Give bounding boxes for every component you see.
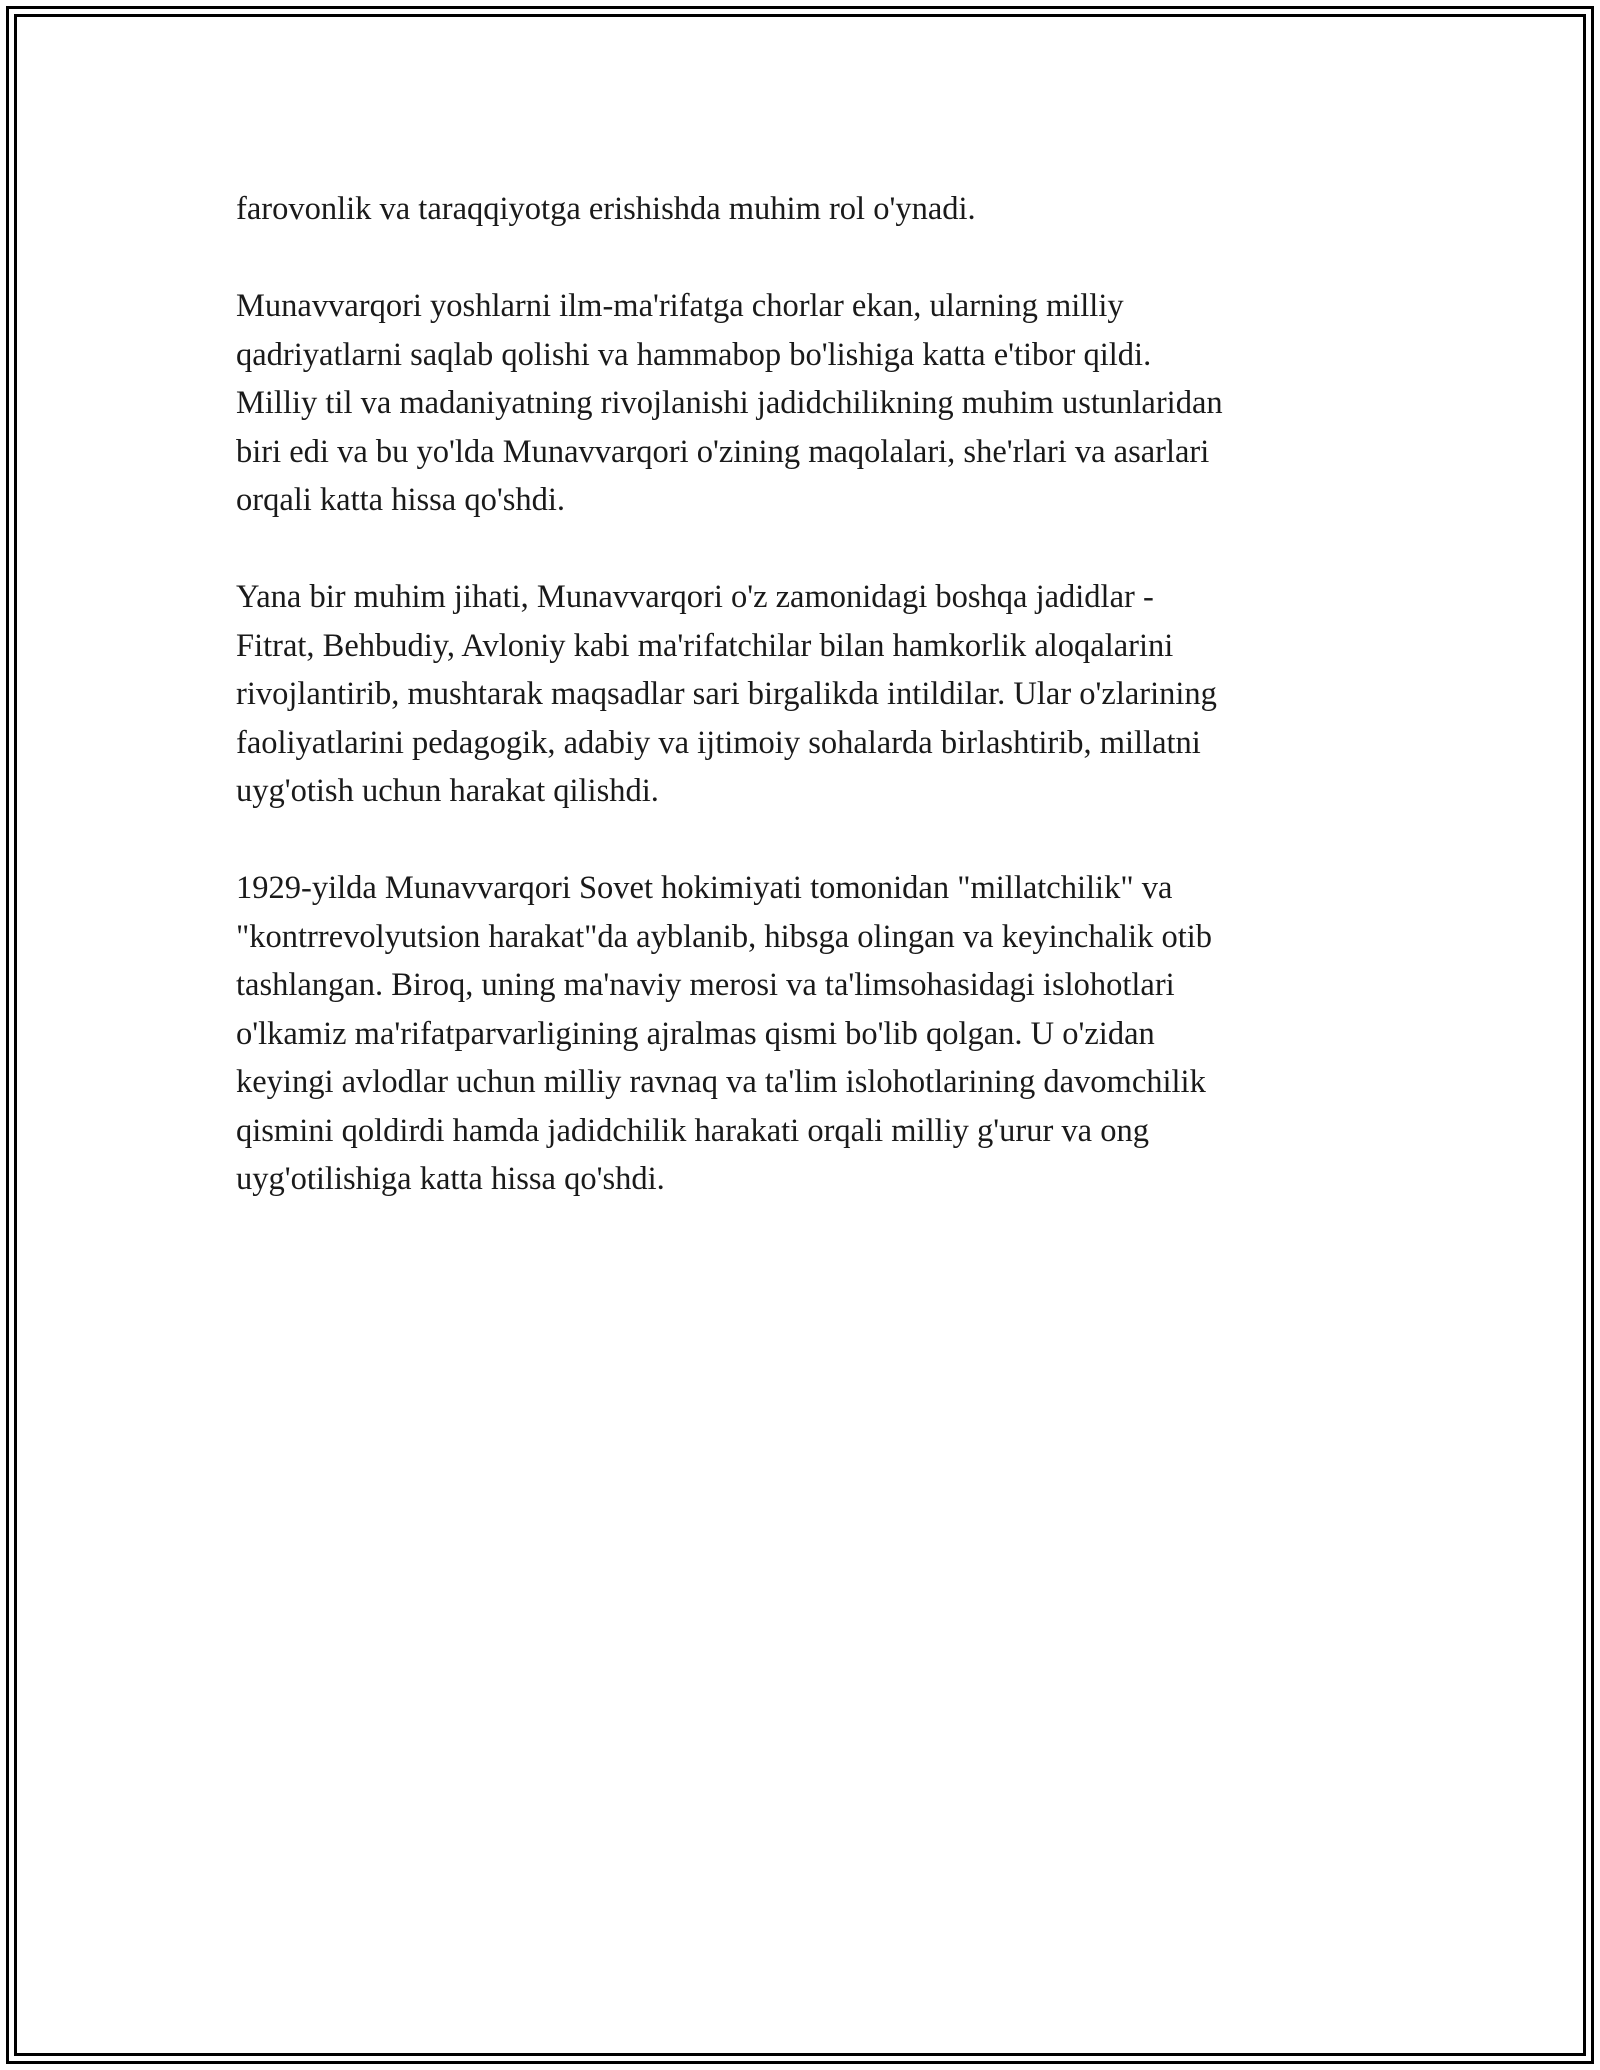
paragraph-2 bbox=[236, 282, 1366, 525]
text-line: "kontrrevolyutsion harakat"da ayblanib, hibsga olingan va keyinchalik otib bbox=[236, 918, 1213, 955]
text-line: rivojlantirib, mushtarak maqsadlar sari birgalikda intildilar. Ular o'zlarining bbox=[236, 676, 1217, 712]
text-line: 1929-yilda Munavvarqori Sovet hokimiyati tomonidan "millatchilik" va bbox=[236, 870, 1173, 906]
text-line: faoliyatlarini pedagogik, adabiy va ijtimoiy sohalarda birlashtirib, millatni bbox=[236, 724, 1201, 761]
paragraph-4 bbox=[236, 864, 1366, 1204]
text-line: Yana bir muhim jihati, Munavvarqori o'z zamonidagi boshqa jadidlar - bbox=[236, 579, 1154, 615]
text-line: o'lkamiz ma'rifatparvarligining ajralmas qismi bo'lib qolgan. U o'zidan bbox=[236, 1015, 1155, 1052]
text-line: tashlangan. Biroq, uning ma'naviy merosi va ta'limsohasidagi islohotlari bbox=[236, 967, 1175, 1003]
text-line: orqali katta hissa qo'shdi. bbox=[236, 482, 565, 518]
text-line: Munavvarqori yoshlarni ilm-ma'rifatga chorlar ekan, ularning milliy bbox=[236, 288, 1124, 324]
text-line: qadriyatlarni saqlab qolishi va hammabop bo'lishiga katta e'tibor qildi. bbox=[236, 336, 1152, 373]
paragraph-3 bbox=[236, 573, 1366, 816]
document-body bbox=[236, 185, 1366, 1252]
text-line: uyg'otilishiga katta hissa qo'shdi. bbox=[236, 1161, 665, 1197]
text-line: Milliy til va madaniyatning rivojlanishi jadidchilikning muhim ustunlaridan bbox=[236, 385, 1223, 421]
text-line: uyg'otish uchun harakat qilishdi. bbox=[236, 773, 659, 809]
text-line: keyingi avlodlar uchun milliy ravnaq va ta'lim islohotlarining davomchilik bbox=[236, 1064, 1206, 1100]
text-line: biri edi va bu yo'lda Munavvarqori o'zining maqolalari, she'rlari va asarlari bbox=[236, 433, 1210, 470]
text-line: qismini qoldirdi hamda jadidchilik harakati orqali milliy g'urur va ong bbox=[236, 1112, 1149, 1149]
text-line: farovonlik va taraqqiyotga erishishda muhim rol o'ynadi. bbox=[236, 191, 976, 227]
paragraph-1 bbox=[236, 185, 1366, 234]
text-line: Fitrat, Behbudiy, Avloniy kabi ma'rifatchilar bilan hamkorlik aloqalarini bbox=[236, 627, 1174, 664]
